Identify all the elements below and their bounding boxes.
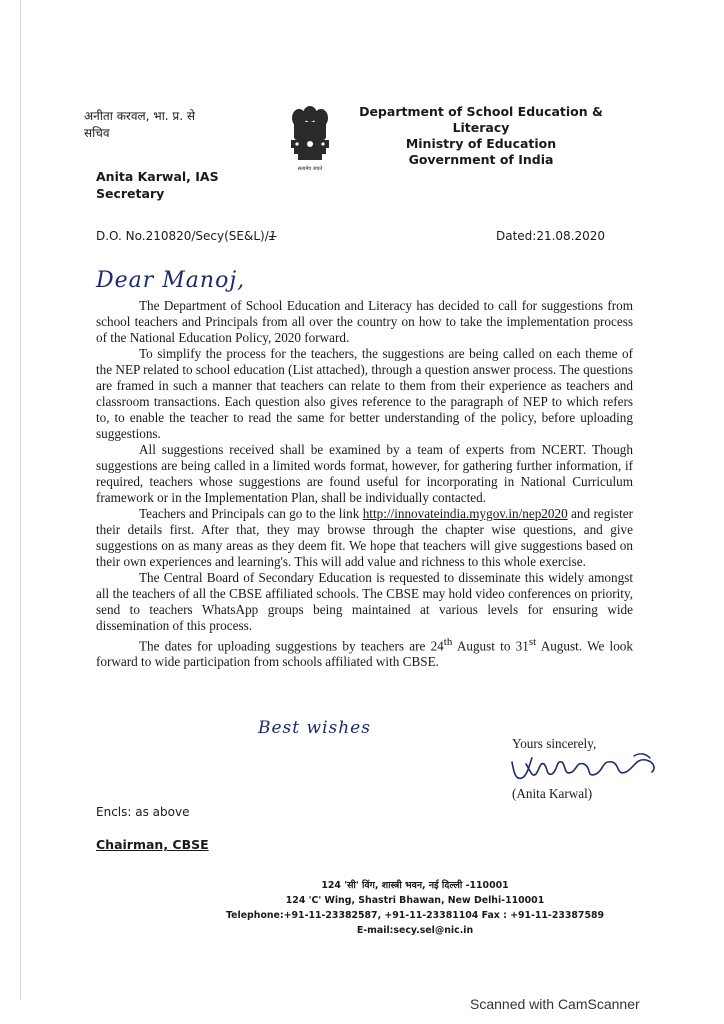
footer-phone: Telephone:+91-11-23382587, +91-11-23381104 Fax : +91-11-23387589 bbox=[225, 910, 605, 921]
paragraph-6-sup-th: th bbox=[443, 636, 453, 648]
paragraph-4 bbox=[96, 506, 633, 570]
handwritten-salutation: Dear Manoj, bbox=[96, 268, 246, 293]
paragraph-1: The Department of School Education and Literacy has decided to call for suggestions from school teachers and Principals from all over the country on how to take the implementation process of the National Education Policy, 2020 forward. bbox=[96, 298, 633, 345]
handwritten-signature bbox=[506, 748, 662, 790]
ministry-name: Ministry of Education bbox=[405, 136, 557, 151]
page-edge bbox=[20, 0, 21, 1000]
reference-number-text: D.O. No.210820/Secy(SE&L)/ bbox=[96, 229, 269, 243]
department-name: Department of School Education & Literacy bbox=[359, 104, 603, 135]
emblem-motto: सत्यमेव जयते bbox=[297, 166, 323, 172]
paragraph-6-sup-st: st bbox=[528, 636, 537, 648]
signatory-name: (Anita Karwal) bbox=[512, 786, 593, 801]
national-emblem bbox=[284, 100, 336, 176]
reference-number-suffix: 1 bbox=[268, 229, 277, 243]
hindi-designation: सचिव bbox=[84, 126, 110, 140]
addressee: Chairman, CBSE bbox=[96, 837, 209, 852]
hindi-name-block bbox=[84, 108, 195, 142]
paragraph-3: All suggestions received shall be examined by a team of experts from NCERT. Though suggestions are being called in a limited words format, however, for gathering further information, if required, teachers whose suggestions are found useful for incorporating in National Curriculum framework or in the Implementation Plan, shall be individually contacted. bbox=[96, 442, 633, 505]
paragraph-6 bbox=[96, 634, 633, 670]
paragraph-5: The Central Board of Secondary Education is requested to disseminate this widely amongst all the teachers of all the CBSE affiliated schools. The CBSE may hold video conferences on priority, send to teachers WhatsApp groups being maintained at various levels for ensuring wide dissemination of this process. bbox=[96, 570, 633, 633]
sender-name: Anita Karwal, IAS bbox=[96, 169, 219, 184]
nep-link[interactable]: http://innovateindia.mygov.in/nep2020 bbox=[362, 506, 568, 521]
paragraph-6-a: The dates for uploading suggestions by teachers are 24 bbox=[139, 638, 444, 654]
letter-body bbox=[96, 298, 633, 670]
paragraph-6-b: August to 31 bbox=[452, 638, 529, 654]
sender-designation: Secretary bbox=[96, 186, 165, 201]
letter-date: Dated:21.08.2020 bbox=[496, 229, 606, 243]
sign-off: Yours sincerely, bbox=[512, 736, 597, 751]
government-name: Government of India bbox=[408, 152, 554, 167]
reference-number bbox=[96, 229, 276, 243]
hindi-name: अनीता करवल, भा. प्र. से bbox=[84, 109, 196, 123]
emblem-lion-capital-icon bbox=[284, 100, 336, 166]
footer-email: E-mail:secy.sel@nic.in bbox=[356, 925, 474, 936]
footer-hindi-address: 124 'सी' विंग, शास्त्री भवन, नई दिल्ली -110001 bbox=[321, 880, 509, 891]
letterhead-footer bbox=[150, 878, 680, 938]
department-heading bbox=[356, 104, 606, 168]
paragraph-2: To simplify the process for the teachers, the suggestions are being called on each theme of the NEP related to school education (List attached), through a question answer process. The questions are framed in such a manner that teachers can relate to them from their experience as teachers and classroom transactions. Each question also gives reference to the paragraph of NEP to which refers to, to enable the teacher to read the same for better understanding of the policy, before uploading suggestions. bbox=[96, 346, 633, 441]
footer-address: 124 'C' Wing, Shastri Bhawan, New Delhi-110001 bbox=[285, 895, 545, 906]
sender-block bbox=[96, 168, 219, 202]
paragraph-4-lead: Teachers and Principals can go to the link bbox=[139, 506, 363, 521]
scanner-watermark: Scanned with CamScanner bbox=[470, 996, 640, 1012]
paragraph-4-rest: and register their details first. After that, they may browse through the chapter wise questions, and give suggestions on as many areas as they deem fit. We hope that teachers will give suggestions based on their own experiences and learning's. This will add value and richness to this whole exercise. bbox=[96, 506, 633, 569]
handwritten-best-wishes: Best wishes bbox=[258, 718, 371, 738]
enclosures-note: Encls: as above bbox=[96, 805, 190, 819]
paragraph-6-c: August. We look forward to wide participation from schools affiliated with CBSE. bbox=[96, 638, 633, 670]
